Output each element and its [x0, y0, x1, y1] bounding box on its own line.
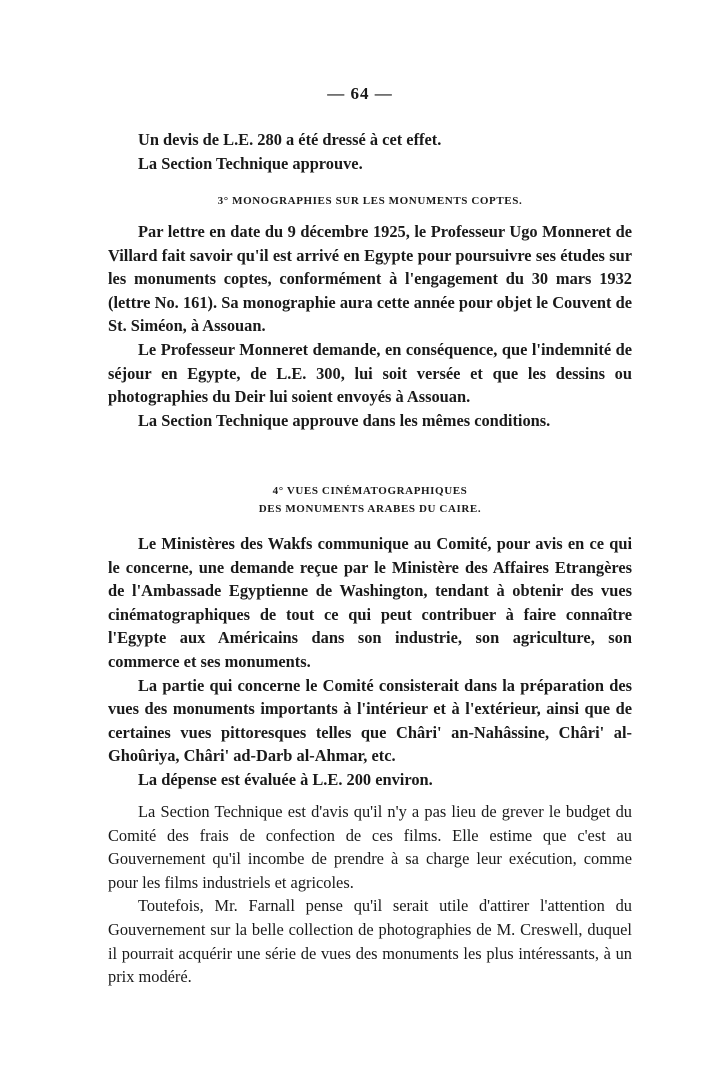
page-number: — 64 — — [327, 84, 393, 103]
section-4-paragraph-2: La partie qui concerne le Comité consisterait dans la préparation des vues des monuments importants à l'intérieur et à l'extérieur, ainsi que de certaines vues pittoresques telles que Châri' an-Nahâssine, Châri' al-Ghoûriya, Châri' ad-Darb al-Ahmar, etc. — [108, 675, 632, 766]
section-3-body — [108, 220, 632, 432]
section-4-body-continued — [108, 800, 632, 989]
section-3-paragraph-3: La Section Technique approuve dans les mêmes conditions. — [138, 410, 551, 430]
section-3-paragraph-1: Par lettre en date du 9 décembre 1925, le Professeur Ugo Monneret de Villard fait savoir qu'il est arrivé en Egypte pour poursuivre ses études sur les monuments coptes, conformément à l'engagement du 30 mars 1932 (lettre No. 161). Sa monographie aura cette année pour objet le Couvent de St. Siméon, à Assouan. — [108, 222, 632, 336]
section-4-body — [108, 532, 632, 792]
section-4-paragraph-1: Le Ministères des Wakfs communique au Comité, pour avis en ce qui le concerne, une demande reçue par le Ministère des Affaires Etrangères de l'Ambassade Egyptienne de Washington, tendant à obtenir des vues cinématographiques de tout ce qui peut contribuer à faire connaître l'Egypte aux Américains dans son industrie, son agriculture, son commerce et ses monuments. — [108, 534, 632, 671]
intro-line-2: La Section Technique approuve. — [138, 153, 363, 173]
section-3-heading-block — [108, 192, 632, 210]
section-4-paragraph-4: La Section Technique est d'avis qu'il n'y a pas lieu de grever le budget du Comité des frais de confection de ces films. Elle estime que c'est au Gouvernement qu'il incombe de prendre à sa charge leur exécution, comme pour les films industriels et agricoles. — [108, 802, 632, 892]
section-3-heading: 3° MONOGRAPHIES SUR LES MONUMENTS COPTES. — [217, 195, 523, 207]
intro-block — [108, 128, 632, 175]
intro-line-1: Un devis de L.E. 280 a été dressé à cet effet. — [138, 130, 442, 149]
section-4-heading-line-2: DES MONUMENTS ARABES DU CAIRE. — [258, 503, 482, 515]
section-3-paragraph-2: Le Professeur Monneret demande, en conséquence, que l'indemnité de séjour en Egypte, de L.E. 300, lui soit versée et que les dessins ou photographies du Deir lui soient envoyés à Assouan. — [108, 339, 632, 407]
section-4-paragraph-5: Toutefois, Mr. Farnall pense qu'il serait utile d'attirer l'attention du Gouvernement sur la belle collection de photographies de M. Creswell, duquel il pourrait acquérir une série de vues des monuments les plus intéressants, à un prix modéré. — [108, 896, 632, 987]
section-4-heading-block — [108, 482, 632, 518]
section-4-paragraph-3: La dépense est évaluée à L.E. 200 environ. — [138, 769, 433, 789]
section-4-heading-line-1: 4° VUES CINÉMATOGRAPHIQUES — [272, 485, 468, 497]
